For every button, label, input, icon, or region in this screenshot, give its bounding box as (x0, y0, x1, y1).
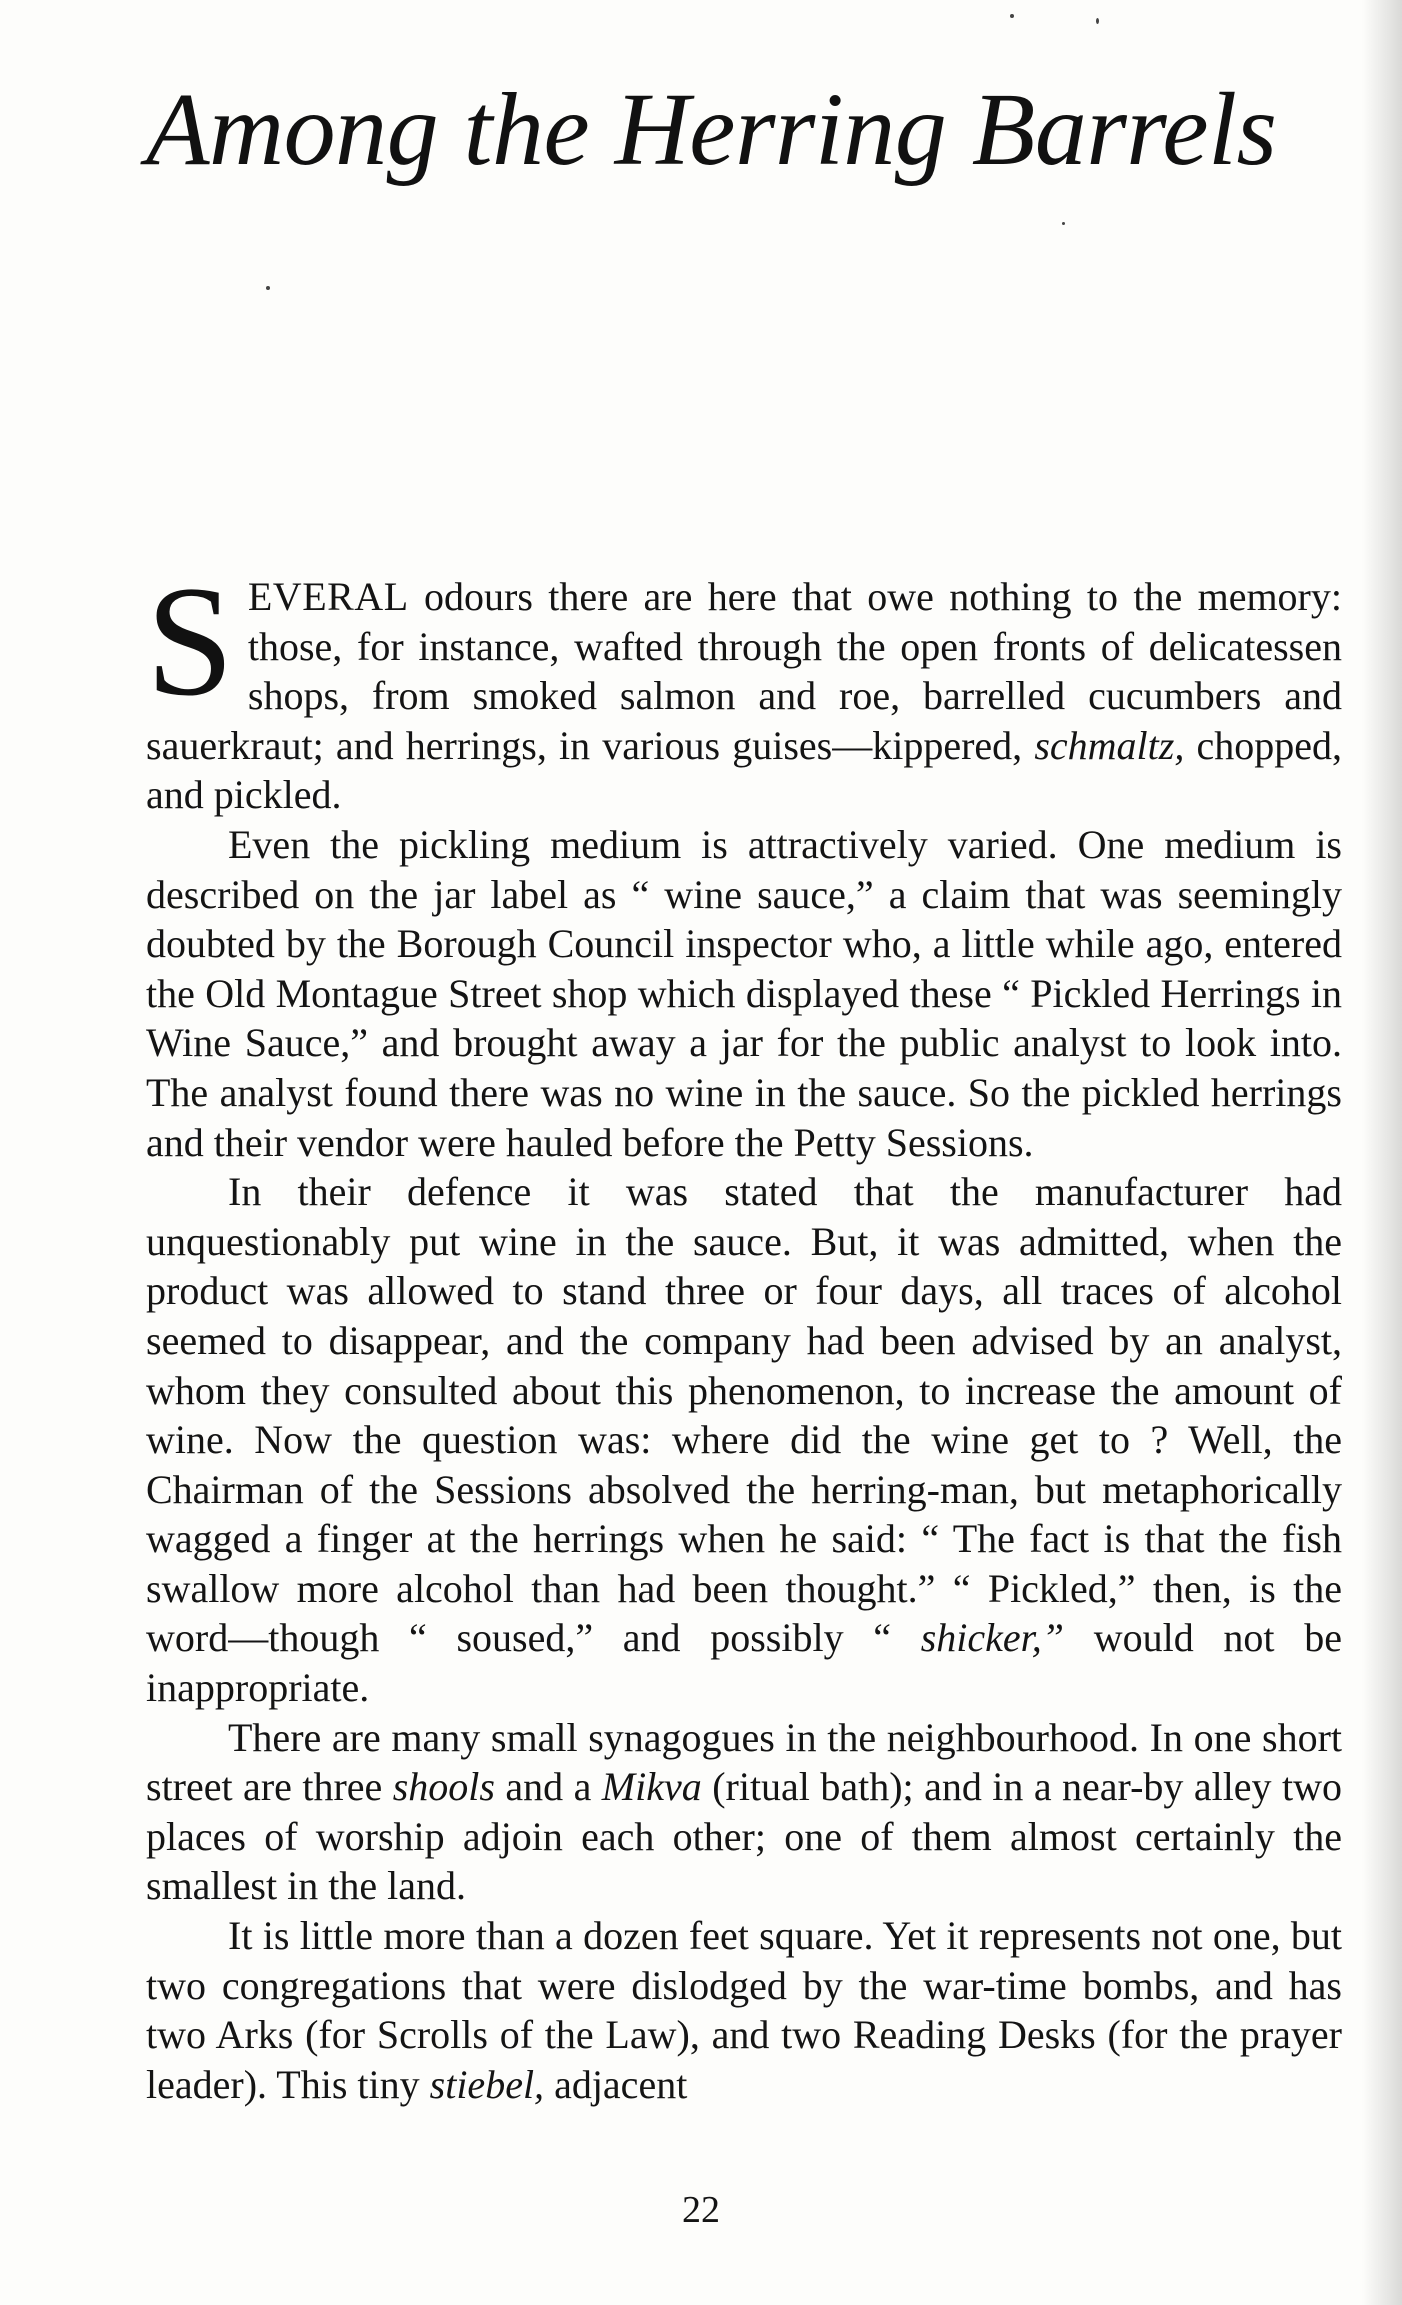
paragraph-5-text-end: adjacent (544, 2061, 688, 2107)
print-speck (1062, 222, 1065, 225)
paragraph-2: Even the pickling medium is attractively varied. One medium is described on the jar label as “ wine sauce,” a claim that was seemingly doubted by the Borough Council inspector who, a little while ago, entered the Old Montague Street shop which displayed these “ Pickled Herrings in Wine Sauce,” and brought away a jar for the public analyst to look into. The analyst found there was no wine in the sauce. So the pickled herrings and their vendor were hauled before the Petty Sessions. (146, 821, 1342, 1165)
paragraph-4-text: There are many small synagogues in the neighbourhood. In one short street are three (146, 1714, 1342, 1810)
page-number: 22 (682, 2189, 720, 2231)
paragraph-3-text-end: would not be inappropriate. (146, 1615, 1342, 1711)
paragraph-4-text-mid: and a (494, 1764, 602, 1810)
paragraph-1-text: odours there are here that owe nothing to the memory: those, for instance, wafted through the open fronts of delicatessen shops, from smoked salmon and roe, barrelled cucumbers and sauerkraut; and herrings, in various guises—kippered, (146, 574, 1342, 768)
italic-term: shools (392, 1764, 495, 1810)
italic-term: stiebel, (429, 2061, 545, 2107)
paragraph-5-text: It is little more than a dozen feet square. Yet it represents not one, but two congregations that were dislodged by the war-time bombs, and has two Arks (for Scrolls of the Law), and two Reading Desks (for the prayer leader). This tiny (146, 1913, 1342, 2107)
chapter-body (146, 554, 1342, 2109)
paragraph-5 (146, 1911, 1342, 2109)
paragraph-1-text-end: chopped, and pickled. (146, 722, 1342, 818)
italic-term: Mikva (601, 1764, 702, 1810)
print-speck (1096, 18, 1099, 24)
print-speck (266, 286, 270, 290)
paragraph-3-text: In their defence it was stated that the manufacturer had unquestionably put wine in the sauce. But, it was admitted, when the product was allowed to stand three or four days, all traces of alcohol seemed to disappear, and the company had been advised by an analyst, whom they consulted about this phenomenon, to increase the amount of wine. Now the question was: where did the wine get to ? Well, the Chairman of the Sessions absolved the herring-man, but metaphorically wagged a finger at the herrings when he said: “ The fact is that the fish swallow more alcohol than had been thought.” “ Pickled,” then, is the word—though “ soused,” and possibly “ (146, 1169, 1342, 1661)
page-edge-shadow (1362, 0, 1402, 2305)
paragraph-4-text-end: (ritual bath); and in a near-by alley two places of worship adjoin each other; one of them almost certainly the smallest in the land. (146, 1764, 1342, 1909)
italic-term: shicker,” (920, 1615, 1065, 1661)
paragraph-3 (146, 1167, 1342, 1713)
lead-word: EVERAL (247, 574, 409, 619)
italic-term: schmaltz, (1034, 722, 1185, 768)
print-speck (1010, 14, 1014, 18)
drop-cap: S (146, 554, 234, 729)
chapter-title: Among the Herring Barrels (146, 72, 1277, 187)
paragraph-4 (146, 1713, 1342, 1911)
paragraph-1 (146, 554, 1342, 820)
